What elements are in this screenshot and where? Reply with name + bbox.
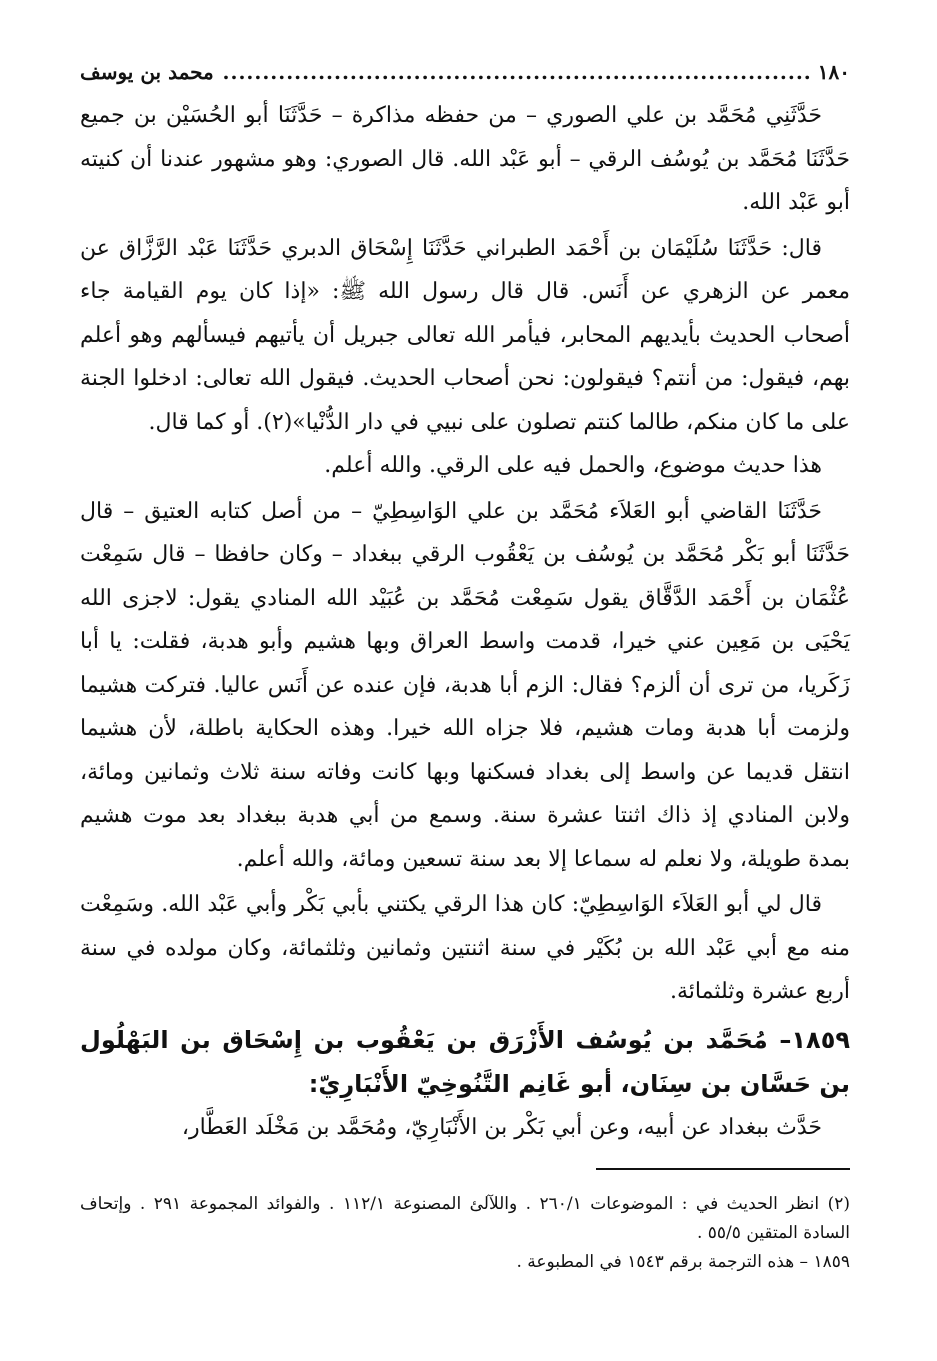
footnotes: [80, 1190, 850, 1277]
paragraph-5: قال لي أبو العَلاَء الوَاسِطِيّ: كان هذا الرقي يكتني بأبي بَكْر وأبي عَبْد الله. وسَمِعْت منه مع أبي عَبْد الله بن بُكَيْر في سنة اثنتين وثمانين وثلثمائة، وكان مولده في سنة أربع عشرة وثلثمائة.: [80, 892, 850, 1004]
page-number: ١٨٠: [817, 60, 850, 84]
footnote-2: ١٨٥٩ – هذه الترجمة برقم ١٥٤٣ في المطبوعة .: [516, 1252, 850, 1272]
paragraph-3: هذا حديث موضوع، والحمل فيه على الرقي. والله أعلم.: [324, 453, 822, 478]
running-head: [80, 58, 850, 88]
leader-dots: [220, 58, 812, 86]
entry-text: حَدَّث ببغداد عن أبيه، وعن أبي بَكْر بن الأَنْبَارِيّ، ومُحَمَّد بن مَخْلَد العَطَّار،: [181, 1114, 822, 1140]
entry-heading: ١٨٥٩– مُحَمَّد بن يُوسُف الأَزْرَق بن يَعْقُوب بن إِسْحَاق بن البَهْلُول بن حَسَّان بن سِنَان، أبو غَانِم التَّنُوخِيّ الأَنْبَارِيّ:: [80, 1025, 850, 1098]
paragraph-2: قال: حَدَّثَنَا سُلَيْمَان بن أَحْمَد الطبراني حَدَّثَنَا إِسْحَاق الدبري حَدَّثَنَا عَبْد الرَّزَّاق عن معمر عن الزهري عن أَنَس. قال قال رسول الله ﷺ: «إذا كان يوم القيامة جاء أصحاب الحديث بأيديهم المحابر، فيأمر الله تعالى جبريل أن يأتيهم فيسألهم وهو أعلم بهم، فيقول: من أنتم؟ فيقولون: نحن أصحاب الحديث. فيقول الله تعالى: ادخلوا الجنة على ما كان منكم، طالما كنتم تصلون على نبيي في دار الدُّنْيا»(٢). أو كما قال.: [80, 235, 850, 435]
running-title: محمد بن يوسف: [80, 60, 214, 84]
footnote-1: (٢) انظر الحديث في : الموضوعات ٢٦٠/١ . واللآلئ المصنوعة ١١٢/١ . والفوائد المجموعة ٢٩١ . وإتحاف السادة المتقين ٥٥/٥ .: [80, 1194, 850, 1243]
footnote-rule: [596, 1168, 850, 1170]
book-page: [80, 58, 850, 1149]
paragraph-1: حَدَّثَنِي مُحَمَّد بن علي الصوري – من حفظه مذاكرة – حَدَّثَنَا أبو الحُسَيْن بن جميع حَدَّثَنَا مُحَمَّد بن يُوسُف الرقي – أبو عَبْد الله. قال الصوري: وهو مشهور عندنا أن كنيته أبو عَبْد الله.: [80, 103, 850, 215]
paragraph-4: حَدَّثَنَا القاضي أبو العَلاَء مُحَمَّد بن علي الوَاسِطِيّ – من أصل كتابه العتيق – قال حَدَّثَنَا أبو بَكْر مُحَمَّد بن يُوسُف بن يَعْقُوب الرقي ببغداد – وكان حافظا – قال سَمِعْت عُثْمَان بن أَحْمَد الدَّقَّاق يقول سَمِعْت مُحَمَّد بن عُبَيْد الله المنادي يقول: لاجزى الله يَحْيَى بن مَعِين عني خيرا، قدمت واسط العراق وبها هشيم وأبو هدبة، فقلت: يا أبا زَكَريا، من ترى أن ألزم؟ فقال: الزم أبا هدبة، فإن عنده عن أَنَس عاليا. فتركت هشيما ولزمت أبا هدبة ومات هشيم، فلا جزاه الله خيرا. وهذه الحكاية باطلة، لأن هشيما انتقل قديما عن واسط إلى بغداد فسكنها وبها كانت وفاته سنة ثلاث وثمانين ومائة، ولابن المنادي إذ ذاك اثنتا عشرة سنة. وسمع من أبي هدبة ببغداد بعد موت هشيم بمدة طويلة، ولا نعلم له سماعا إلا بعد سنة تسعين ومائة، والله أعلم.: [80, 498, 850, 872]
